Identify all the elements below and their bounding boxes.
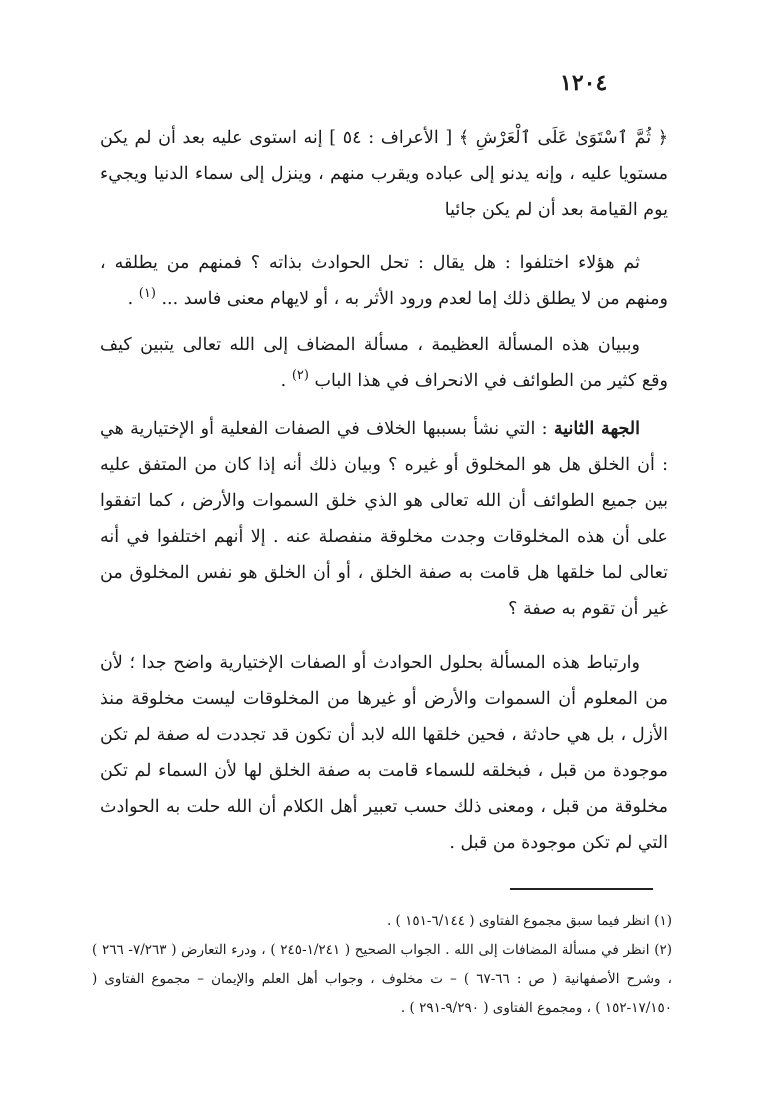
- paragraph-4: [100, 411, 668, 627]
- footnote-1: (١) انظر فيما سبق مجموع الفتاوى ( ٦/١٤٤-١٥١ ) .: [386, 913, 672, 929]
- paragraph-2: [100, 245, 668, 317]
- paragraph-5-text: وارتباط هذه المسألة بحلول الحوادث أو الصفات الإختيارية واضح جدا ؛ لأن من المعلوم أن السموات والأرض أو غيرها من المخلوقات ليست مخلوقة منذ الأزل ، بل هي حادثة ، فحين خلقها الله لابد أن تكون قد تجددت له صفة لم تكن موجودة من قبل ، فبخلقه للسماء قامت به صفة الخلق لها لأن السماء لم تكن مخلوقة من قبل ، ومعنى ذلك حسب تعبير أهل الكلام أن الله حلت به الحوادث التي لم تكن موجودة من قبل .: [100, 653, 668, 853]
- paragraph-4-text: : التي نشأ بسببها الخلاف في الصفات الفعلية أو الإختيارية هي : أن الخلق هل هو المخلوق أو غيره ؟ وبيان ذلك أنه إذا كان من المتفق عليه بين جميع الطوائف أن الله تعالى هو الذي خلق السموات والأرض ، كما اتفقوا على أن هذه المخلوقات وجدت مخلوقة منفصلة عنه . إلا أنهم اختلفوا في أنه تعالى لما خلقها هل قامت به صفة الخلق ، أو أن الخلق هو نفس المخلوق من غير أن تقوم به صفة ؟: [100, 419, 668, 619]
- page-number: ١٢٠٤: [560, 70, 608, 96]
- paragraph-3: [100, 327, 668, 399]
- paragraph-2-text: ثم هؤلاء اختلفوا : هل يقال : تحل الحوادث بذاته ؟ فمنهم من يطلقه ، ومنهم من لا يطلق ذلك إما لعدم ورود الأثر به ، أو لايهام معنى فاسد ...: [100, 253, 668, 309]
- paragraph-5: [100, 645, 668, 861]
- paragraph-2-end: .: [127, 289, 134, 309]
- section-heading: الجهة الثانية: [553, 419, 640, 439]
- footnote-ref-1[interactable]: (١): [138, 286, 156, 302]
- footnote-ref-2[interactable]: (٢): [291, 368, 309, 384]
- paragraph-3-text: وببيان هذه المسألة العظيمة ، مسألة المضاف إلى الله تعالى يتبين كيف وقع كثير من الطوائف في الانحراف في هذا الباب: [100, 335, 668, 391]
- paragraph-1: [100, 120, 668, 228]
- paragraph-1-text: ﴿ ثُمَّ ٱسْتَوَىٰ عَلَى ٱلْعَرْشِ ﴾ [ الأعراف : ٥٤ ] إنه استوى عليه بعد أن لم يكن مستويا عليه ، وإنه يدنو إلى عباده ويقرب منهم ، وينزل إلى سماء الدنيا ويجيء يوم القيامة بعد أن لم يكن جائيا: [100, 128, 669, 220]
- paragraph-3-end: .: [280, 371, 287, 391]
- footnotes: [92, 907, 672, 1023]
- footnote-divider: [510, 888, 653, 890]
- footnote-2: (٢) انظر في مسألة المضافات إلى الله . الجواب الصحيح ( ١/٢٤١-٢٤٥ ) ، ودرء التعارض ( ٧/٢٦٣- ٢٦٦ ) ، وشرح الأصفهانية ( ص : ٦٦-٦٧ ) – ت مخلوف ، وجواب أهل العلم والإيمان – مجموع الفتاوى ( ١٧/١٥٠-١٥٢ ) ، ومجموع الفتاوى ( ٩/٢٩٠-٢٩١ ) .: [92, 942, 673, 1016]
